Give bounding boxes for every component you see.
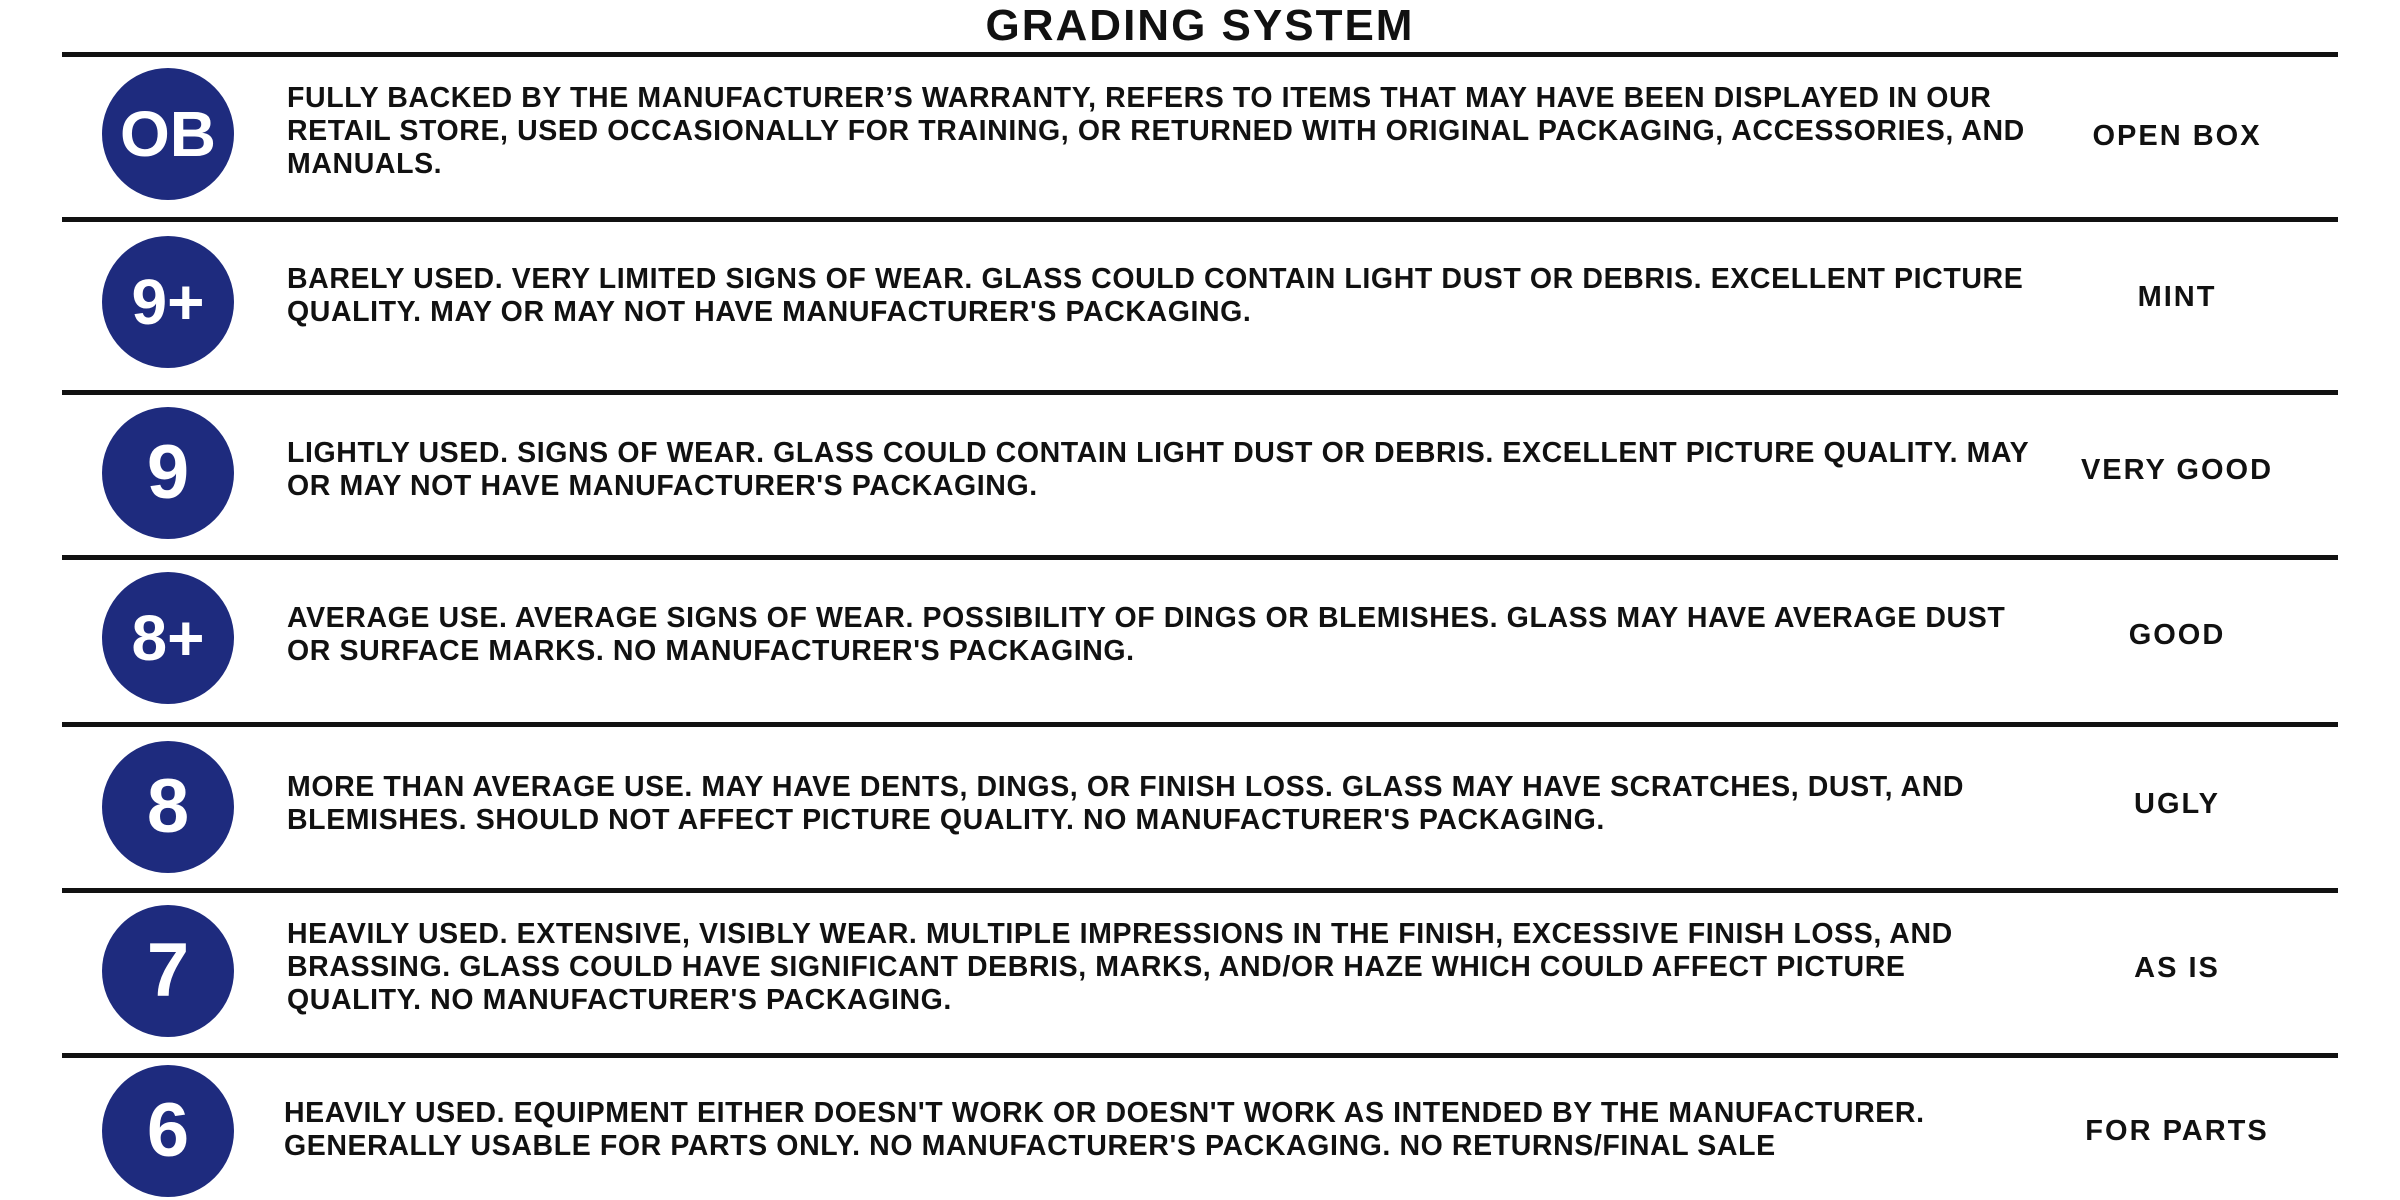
grade-description: LIGHTLY USED. SIGNS OF WEAR. GLASS COULD CONTAIN LIGHT DUST OR DEBRIS. EXCELLENT PICTURE QUALITY. MAY OR MAY NOT HAVE MANUFACTURER'S PACKAGING. <box>287 437 2029 502</box>
grade-label: OPEN BOX <box>2092 120 2262 152</box>
page-title: GRADING SYSTEM <box>985 1 1415 50</box>
grade-badge: 8+ <box>102 572 234 704</box>
grade-row-9 <box>62 395 2338 555</box>
grade-badge: 9 <box>102 407 234 539</box>
grade-description: FULLY BACKED BY THE MANUFACTURER’S WARRANTY, REFERS TO ITEMS THAT MAY HAVE BEEN DISPLAYED IN OUR RETAIL STORE, USED OCCASIONALLY FOR TRAINING, OR RETURNED WITH ORIGINAL PACKAGING, ACCESSORIES, AND MANUALS. <box>287 82 2025 180</box>
grade-description: AVERAGE USE. AVERAGE SIGNS OF WEAR. POSSIBILITY OF DINGS OR BLEMISHES. GLASS MAY HAVE AVERAGE DUST OR SURFACE MARKS. NO MANUFACTURER'S PACKAGING. <box>287 602 2006 667</box>
grade-badge: OB <box>102 68 234 200</box>
grade-description: HEAVILY USED. EQUIPMENT EITHER DOESN'T WORK OR DOESN'T WORK AS INTENDED BY THE MANUFACTURER. GENERALLY USABLE FOR PARTS ONLY. NO MANUFACTURER'S PACKAGING. NO RETURNS/FINAL SALE <box>284 1097 1925 1162</box>
grade-description: BARELY USED. VERY LIMITED SIGNS OF WEAR. GLASS COULD CONTAIN LIGHT DUST OR DEBRIS. EXCELLENT PICTURE QUALITY. MAY OR MAY NOT HAVE MANUFACTURER'S PACKAGING. <box>287 263 2024 328</box>
grade-label: UGLY <box>2134 788 2220 820</box>
grade-row-9-plus <box>62 222 2338 390</box>
grade-description: HEAVILY USED. EXTENSIVE, VISIBLY WEAR. MULTIPLE IMPRESSIONS IN THE FINISH, EXCESSIVE FINISH LOSS, AND BRASSING. GLASS COULD HAVE SIGNIFICANT DEBRIS, MARKS, AND/OR HAZE WHICH COULD AFFECT PICTURE QUALITY. NO MANUFACTURER'S PACKAGING. <box>287 918 1953 1016</box>
grade-row-6 <box>62 1058 2338 1200</box>
grade-badge: 9+ <box>102 236 234 368</box>
grade-label: GOOD <box>2128 619 2226 651</box>
grade-row-ob <box>62 57 2338 217</box>
grade-label: AS IS <box>2134 952 2220 984</box>
grade-row-8-plus <box>62 560 2338 722</box>
grade-badge: 8 <box>102 741 234 873</box>
grade-row-8 <box>62 727 2338 888</box>
grade-badge: 6 <box>102 1065 234 1197</box>
grade-label: MINT <box>2137 281 2217 313</box>
grade-label: FOR PARTS <box>2085 1115 2269 1147</box>
grade-label: VERY GOOD <box>2080 454 2274 486</box>
grade-description: MORE THAN AVERAGE USE. MAY HAVE DENTS, DINGS, OR FINISH LOSS. GLASS MAY HAVE SCRATCHES, DUST, AND BLEMISHES. SHOULD NOT AFFECT PICTURE QUALITY. NO MANUFACTURER'S PACKAGING. <box>287 771 1965 836</box>
grade-badge: 7 <box>102 905 234 1037</box>
grade-row-7 <box>62 893 2338 1053</box>
